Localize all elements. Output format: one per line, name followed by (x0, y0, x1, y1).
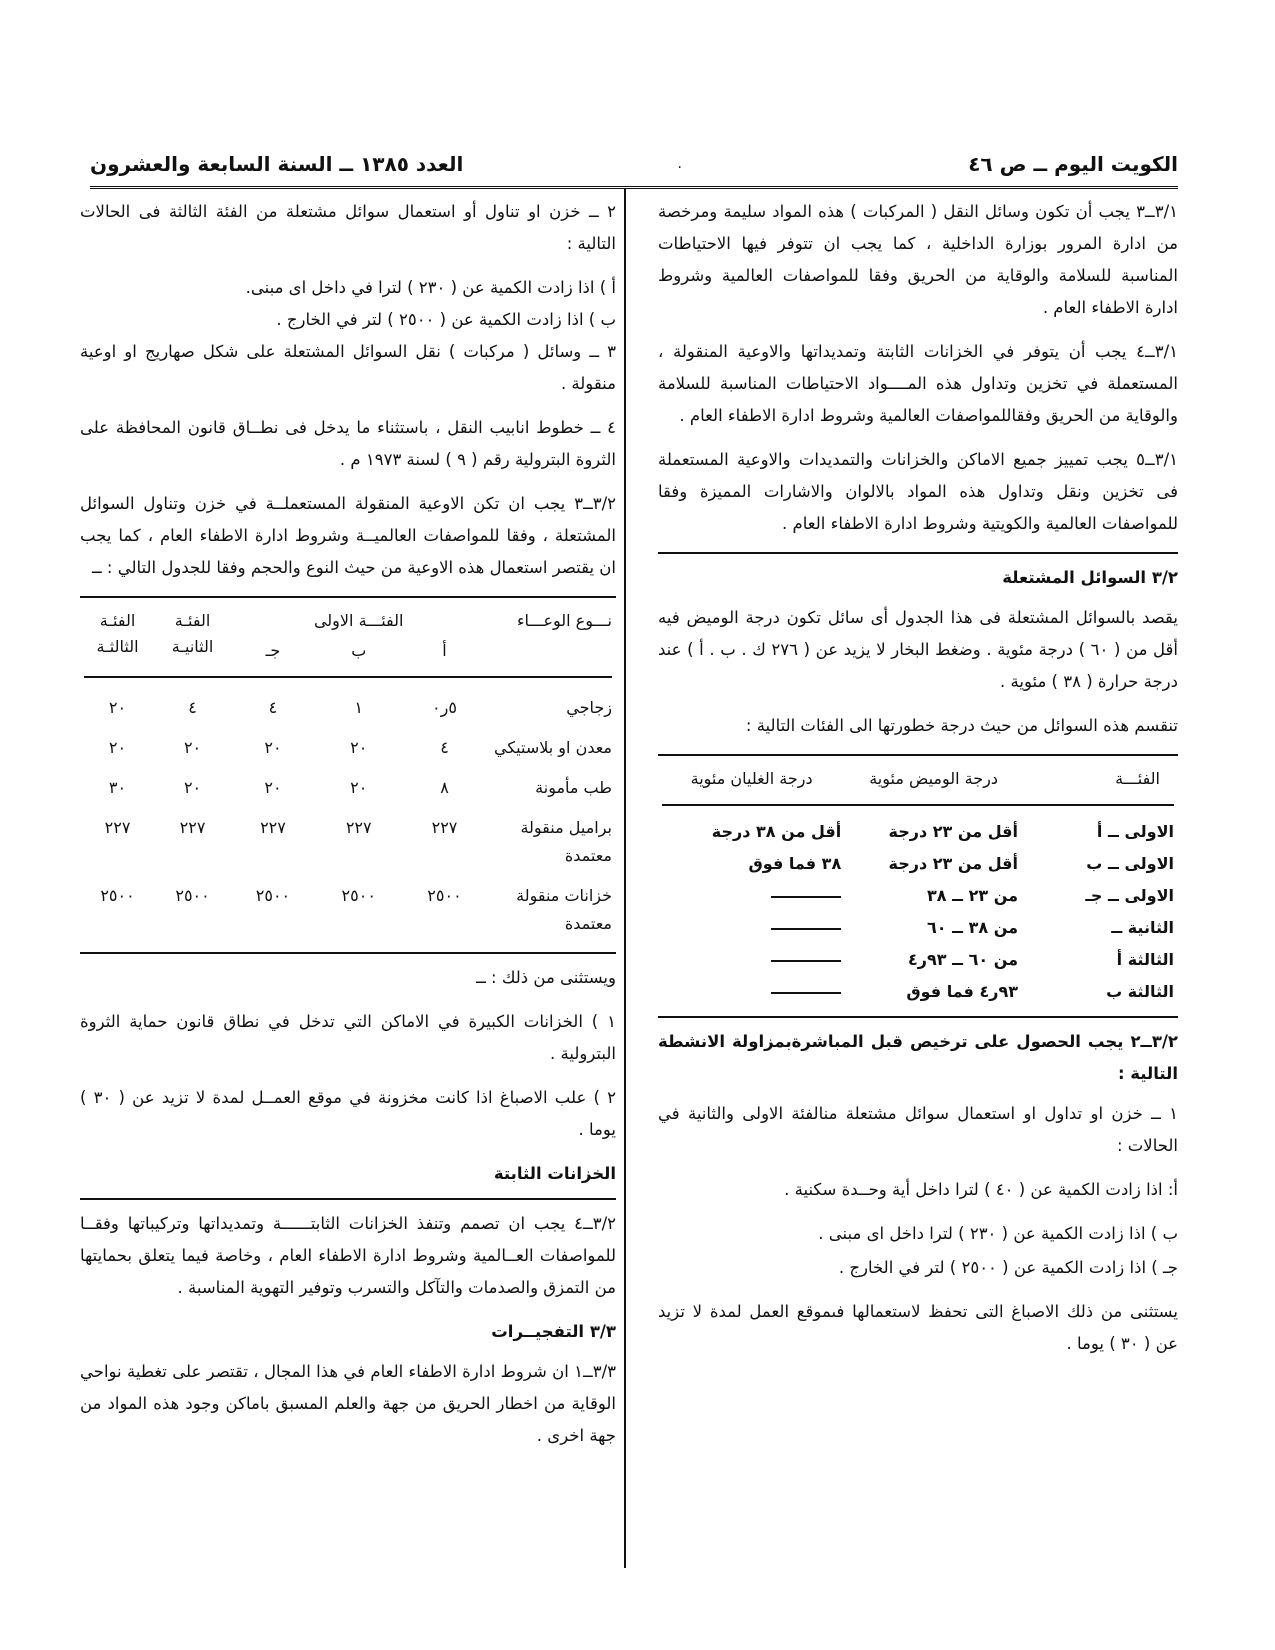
table-cell: ٢٠ (108, 698, 127, 717)
table-cell: ٢٢٧ (179, 818, 206, 837)
table-cell: من ٦٠ ــ ٩٣ر٤ (908, 950, 1018, 969)
column-header: أ (442, 641, 447, 660)
table-cell: ٣٨ فما فوق (748, 854, 842, 873)
section-heading: ٣/٢ السوائل المشتعلة (1002, 568, 1178, 587)
table-row (80, 808, 616, 876)
table-cell: ٢٢٧ (431, 818, 458, 837)
table-cell: ٢٥٠٠ (427, 886, 462, 905)
paragraph: يستثنى من ذلك الاصباغ التى تحفظ لاستعمالها فىموقع العمل لمدة لا تزيد عن ( ٣٠ ) يوما . (658, 1302, 1178, 1353)
table-cell: ٢٥٠٠ (341, 886, 376, 905)
table-cell: ٢٢٧ (104, 818, 131, 837)
table-row (658, 976, 1178, 1008)
column-header: ب (351, 641, 367, 660)
table-cell: الثانية ــ (1111, 918, 1174, 937)
table-cell: من ٣٨ ــ ٦٠ (926, 918, 1018, 937)
table-cell: ٢٠ (183, 778, 202, 797)
dash-mark (771, 960, 841, 962)
paragraph: ٢ ــ خزن او تناول أو استعمال سوائل مشتعلة من الفئة الثالثة فى الحالات التالية : (80, 202, 616, 253)
table-cell (658, 880, 845, 912)
table-cell: أقل من ٢٣ درجة (888, 854, 1018, 873)
table-cell: ٤ (268, 698, 278, 717)
right-column (658, 196, 1178, 1372)
left-column (80, 196, 616, 1464)
table-cell: الاولى ــ ب (1086, 854, 1174, 873)
table-cell: الاولى ــ أ (1096, 822, 1174, 841)
table-cell: ٢٥٠٠ (255, 886, 291, 905)
table-row (658, 912, 1178, 944)
table-cell (658, 944, 845, 976)
separator (658, 754, 1178, 756)
column-divider (624, 188, 626, 1568)
table-cell: ٢٠ (108, 738, 127, 757)
table-cell: ٢٠ (350, 738, 368, 757)
separator (662, 804, 1174, 806)
paragraph: يقصد بالسوائل المشتعلة فى هذا الجدول أى سائل تكون درجة الوميض فيه أقل من ( ٦٠ ) درجة مئوية . وضغط البخار لا يزيد عن ( ٢٧٦ ك . ب . أ ) عند درجة حرارة ( ٣٨ ) مئوية . (658, 608, 1178, 691)
table-cell: ٢٠ (264, 738, 282, 757)
table-cell: خزانات منقولة معتمدة (516, 886, 612, 933)
separator (80, 952, 616, 954)
column-header: نـــوع الوعـــاء (516, 611, 612, 630)
paragraph: ٣/١ــ٥ يجب تمييز جميع الاماكن والخزانات والتمديدات والاوعية المستعملة فى تخزين ونقل وتداول هذه المواد بالالوان والاشارات المميزة وفقا للمواصفات العالمية والكويتية وشروط ادارة الاطفاء العام . (658, 450, 1178, 533)
paragraph: ٣/٢ــ٤ يجب ان تصمم وتنفذ الخزانات الثابتــــــة وتمديداتها وتركيباتها وفقــا للمواصفات العــالمية وشروط ادارة الاطفاء العام ، وخاصة فيما يتعلق بحمايتها من التمزق والصدمات والتآكل والتسرب وتوفير التهوية المناسبة . (80, 1214, 616, 1297)
table-cell: ٢٥٠٠ (100, 886, 135, 905)
table-cell: طب مأمونة (535, 778, 612, 797)
table-cell: الثالثة أ (1116, 950, 1174, 969)
table-cell: ٢٠ (350, 778, 368, 797)
flammable-categories-table (658, 764, 1178, 1008)
paragraph: ب ) اذا زادت الكمية عن ( ٢٣٠ ) لترا داخل اى مبنى . (818, 1224, 1178, 1243)
table-cell (658, 976, 845, 1008)
table-cell: الثالثة ب (1106, 982, 1174, 1001)
table-cell: من ٢٣ ــ ٣٨ (926, 886, 1018, 905)
column-header: جـ (265, 641, 281, 660)
header-issue: العدد ١٣٨٥ ــ السنة السابعة والعشرون (90, 152, 464, 176)
table-row (658, 816, 1178, 848)
page-header (90, 146, 1178, 189)
column-header: درجة الغليان مئوية (690, 769, 813, 788)
dash-mark (771, 928, 841, 930)
paragraph: ١ ) الخزانات الكبيرة في الاماكن التي تدخل في نطاق قانون حماية الثروة البترولية . (80, 1012, 616, 1063)
table-cell: الاولى ــ جـ (1085, 886, 1174, 905)
paragraph: ٣/١ــ٣ يجب أن تكون وسائل النقل ( المركبات ) هذه المواد سليمة ومرخصة من ادارة المرور بوزارة الداخلية ، كما يجب ان تتوفر فيها الاحتياطات المناسبة للسلامة والوقاية من الحريق وفقا للمواصفات العالمية وشروط ادارة الاطفاء العام . (658, 202, 1178, 317)
separator (658, 552, 1178, 554)
table-cell: أقل من ٢٣ درجة (888, 822, 1018, 841)
column-header: الفئـة الثالثـة (96, 611, 139, 656)
paragraph: ٤ ــ خطوط انابيب النقل ، باستثناء ما يدخل فى نطــاق قانون المحافظة على الثروة البترولية رقم ( ٩ ) لسنة ١٩٧٣ م . (80, 418, 616, 469)
table-cell: ٢٠ (264, 778, 282, 797)
paragraph: ٣/٢ــ٣ يجب ان تكن الاوعية المنقولة المستعملــة في خزن وتناول السوائل المشتعلة ، وفقا للمواصفات العالميــة وشروط ادارة الاطفاء العام ، كما يجب ان يقتصر استعمال هذه الاوعية من حيث النوع والحجم وفقا للجدول التالي : ــ (80, 494, 616, 577)
paragraph: تنقسم هذه السوائل من حيث درجة خطورتها الى الفئات التالية : (745, 716, 1178, 735)
table-row (658, 880, 1178, 912)
table-row (80, 688, 616, 728)
table-cell: زجاجي (566, 698, 612, 717)
separator (80, 1198, 616, 1200)
table-cell: ٨ (440, 778, 449, 797)
table-cell: براميل منقولة معتمدة (520, 818, 612, 865)
table-header-row (658, 764, 1178, 794)
table-cell: ٢٠ (183, 738, 202, 757)
paragraph: ويستثنى من ذلك : ــ (476, 968, 616, 987)
table-cell: ٢٢٧ (260, 818, 286, 837)
table-cell: ٤ (440, 738, 449, 757)
table-cell: ٩٣ر٤ فما فوق (906, 982, 1018, 1001)
separator (80, 596, 616, 598)
table-cell: معدن او بلاستيكي (493, 738, 612, 757)
table-row (80, 728, 616, 768)
table-cell: ٢٢٧ (345, 818, 372, 837)
paragraph: ٢ ) علب الاصباغ اذا كانت مخزونة في موقع العمــل لمدة لا تزيد عن ( ٣٠ ) يوما . (80, 1088, 616, 1139)
section-heading: الخزانات الثابتة (493, 1164, 616, 1183)
table-cell: ١ (354, 698, 364, 717)
table-cell: أقل من ٣٨ درجة (711, 822, 842, 841)
column-header: الفئـة الثانيـة (171, 611, 214, 656)
paragraph: ٣/٣ــ١ ان شروط ادارة الاطفاء العام في هذا المجال ، تقتصر على تغطية نواحي الوقاية من اخطار الحريق من جهة والعلم المسبق باماكن وجود هذه المواد من جهة اخرى . (80, 1362, 616, 1445)
table-cell: ٤ (188, 698, 197, 717)
containers-table (80, 606, 616, 944)
paragraph: ٣/٢ــ٢ يجب الحصول على ترخيص قبل المباشرةبمزاولة الانشطة التالية : (658, 1032, 1178, 1083)
dash-mark (771, 896, 841, 898)
paragraph: ٣/١ــ٤ يجب أن يتوفر في الخزانات الثابتة وتمديداتها والاوعية المنقولة ، المستعملة في تخزين وتداول هذه المــــواد الاحتياطات المناسبة للسلامة والوقاية من الحريق وفقاللمواصفات العالمية وشروط ادارة الاطفاء العام . (658, 342, 1178, 425)
column-header: درجة الوميض مئوية (869, 769, 998, 788)
separator (84, 676, 612, 678)
header-dot: . (677, 156, 682, 172)
table-cell (658, 912, 845, 944)
paragraph: جـ ) اذا زادت الكمية عن ( ٢٥٠٠ ) لتر في الخارج . (838, 1258, 1178, 1277)
paragraph: أ ) اذا زادت الكمية عن ( ٢٣٠ ) لترا في داخل اى مبنى. (245, 278, 616, 297)
table-cell: ٣٠ (108, 778, 127, 797)
paragraph: أ: اذا زادت الكمية عن ( ٤٠ ) لترا داخل أية وحــدة سكنية . (784, 1180, 1178, 1199)
section-heading: ٣/٣ التفجيــرات (491, 1322, 616, 1341)
separator (658, 1016, 1178, 1018)
table-row (658, 944, 1178, 976)
paragraph: ١ ــ خزن او تداول او استعمال سوائل مشتعلة منالفئة الاولى والثانية في الحالات : (658, 1104, 1178, 1155)
table-row (658, 848, 1178, 880)
column-header: الفئـــة (1115, 769, 1160, 788)
table-cell: ٢٥٠٠ (175, 886, 210, 905)
table-row (80, 876, 616, 944)
table-row (80, 768, 616, 808)
table-cell: ٥ر٠ (432, 698, 457, 717)
header-publication: الكويت اليوم ــ ص ٤٦ (968, 152, 1178, 176)
dash-mark (771, 992, 841, 994)
column-header: الفئـــة الاولى (313, 611, 404, 630)
paragraph: ب ) اذا زادت الكمية عن ( ٢٥٠٠ ) لتر في الخارج . (276, 310, 616, 329)
table-header-row (80, 606, 616, 636)
paragraph: ٣ ــ وسائل ( مركبات ) نقل السوائل المشتعلة على شكل صهاريج او اوعية منقولة . (80, 342, 616, 393)
